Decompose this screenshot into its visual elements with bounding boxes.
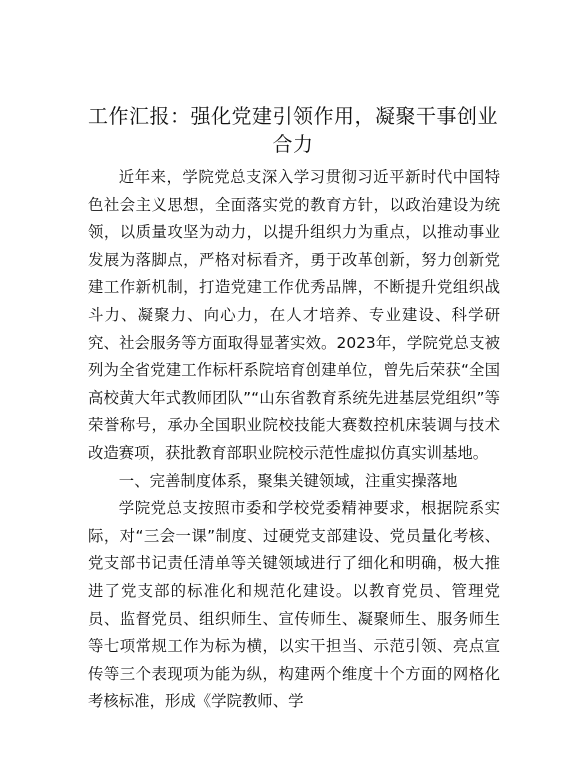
intro-paragraph: 近年来，学院党总支深入学习贯彻习近平新时代中国特色社会主义思想，全面落实党的教育方针，以政治建设为统领，以质量攻坚为动力，以提升组织力为重点，以推动事业发展为落脚点，严格对标看齐，勇于改革创新，努力创新党建工作新机制，打造党建工作优秀品牌，不断提升党组织战斗力、凝聚力、向心力，在人才培养、专业建设、科学研究、社会服务等方面取得显著实效。2023年，学院党总支被列为全省党建工作标杆系院培育创建单位，曾先后荣获“全国高校黄大年式教师团队”“山东省教育系统先进基层党组织”等荣誉称号，承办全国职业院校技能大赛数控机床装调与技术改造赛项，获批教育部职业院校示范性虚拟仿真实训基地。 [88,168,500,462]
document-title: 工作汇报：强化党建引领作用，凝聚干事创业合力 [88,104,498,156]
section-paragraph: 学院党总支按照市委和学校党委精神要求，根据院系实际，对“三会一课”制度、过硬党支部建设、党员量化考核、党支部书记责任清单等关键领域进行了细化和明确，极大推进了党支部的标准化和规范化建设。以教育党员、管理党员、监督党员、组织师生、宣传师生、凝聚师生、服务师生等七项常规工作为标为横，以实干担当、示范引领、亮点宣传等三个表现项为能为纵，构建两个维度十个方面的网格化考核标准，形成《学院教师、学 [88,499,500,711]
section-heading: 一、完善制度体系，聚集关键领域，注重实操落地 [118,471,458,490]
document-body [88,164,500,716]
